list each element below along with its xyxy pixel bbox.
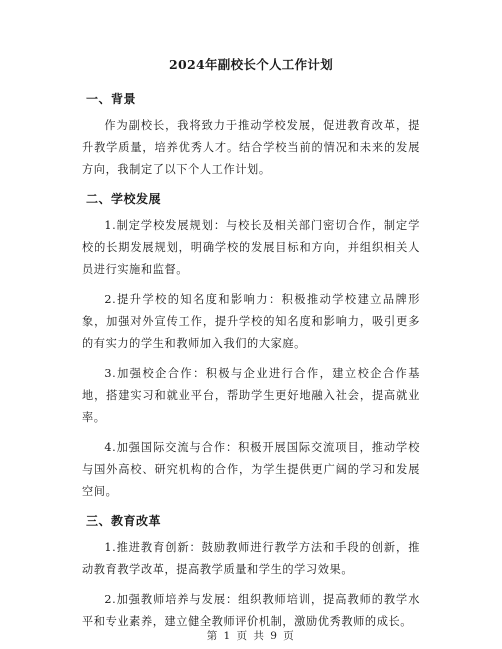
section-heading: 二、学校发展	[86, 192, 162, 206]
document-title: 2024年副校长个人工作计划	[169, 57, 333, 72]
paragraph: 3.加强校企合作：积极与企业进行合作，建立校企合作基地，搭建实习和就业平台，帮助学生更好地融入社会，提高就业率。	[82, 367, 420, 424]
paragraph: 2.提升学校的知名度和影响力：积极推动学校建立品牌形象，加强对外宣传工作，提升学校的知名度和影响力，吸引更多的有实力的学生和教师加入我们的大家庭。	[82, 293, 420, 350]
page-number-footer: 第 1 页 共 9 页	[206, 630, 296, 642]
paragraph: 4.加强国际交流与合作：积极开展国际交流项目，推动学校与国外高校、研究机构的合作，为学生提供更广阔的学习和发展空间。	[82, 441, 420, 498]
paragraph: 1.制定学校发展规划：与校长及相关部门密切合作，制定学校的长期发展规划，明确学校的发展目标和方向，并组织相关人员进行实施和监督。	[82, 219, 420, 276]
paragraph: 1.推进教育创新：鼓励教师进行教学方法和手段的创新，推动教育教学改革，提高教学质量和学生的学习效果。	[82, 541, 420, 576]
section-heading: 三、教育改革	[86, 514, 162, 528]
paragraph: 2.加强教师培养与发展：组织教师培训，提高教师的教学水平和专业素养，建立健全教师评价机制，激励优秀教师的成长。	[82, 593, 420, 628]
section-education-reform	[82, 511, 420, 633]
paragraph: 作为副校长，我将致力于推动学校发展，促进教育改革，提升教学质量，培养优秀人才。结合学校当前的情况和未来的发展方向，我制定了以下个人工作计划。	[82, 119, 420, 176]
section-heading: 一、背景	[86, 92, 137, 106]
section-school-development	[82, 189, 420, 503]
section-background	[82, 89, 420, 181]
